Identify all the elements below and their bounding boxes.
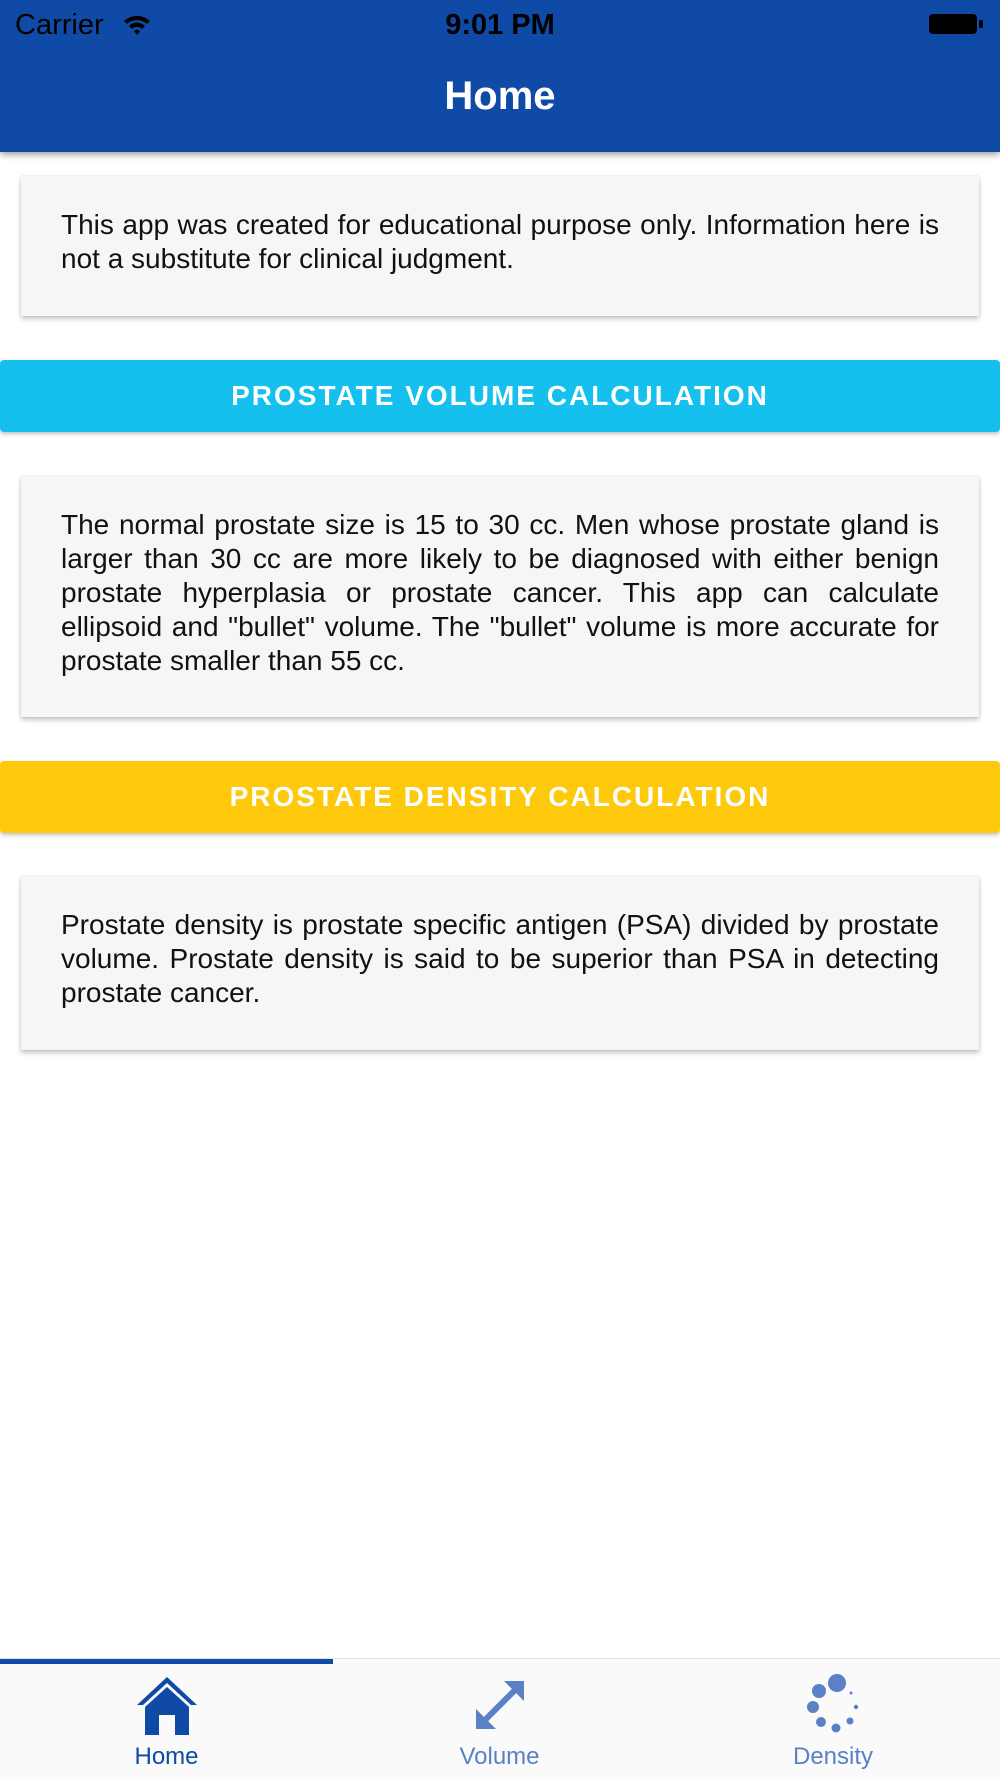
page-title: Home	[444, 74, 556, 118]
tab-volume-label: Volume	[459, 1743, 540, 1770]
tab-home-label: Home	[134, 1743, 199, 1770]
disclaimer-text: This app was created for educational purpose only. Information here is not a substitute for clinical judgment.	[61, 209, 939, 274]
expand-arrows-icon	[468, 1673, 532, 1737]
dots-spinner-icon	[801, 1673, 865, 1737]
home-icon	[135, 1673, 199, 1737]
density-info-text: Prostate density is prostate specific antigen (PSA) divided by prostate volume. Prostate density is said to be superior than PSA in detecting prostate cancer.	[61, 909, 939, 1008]
prostate-density-calculation-button[interactable]: PROSTATE DENSITY CALCULATION	[0, 761, 1000, 833]
tab-volume[interactable]	[333, 1659, 666, 1779]
tab-home[interactable]	[0, 1659, 333, 1779]
status-time: 9:01 PM	[445, 9, 555, 41]
battery-icon	[928, 12, 984, 36]
carrier-label: Carrier	[15, 9, 104, 41]
density-info-card	[21, 876, 979, 1050]
volume-info-card	[21, 476, 979, 717]
app-header	[0, 0, 1000, 152]
volume-info-text: The normal prostate size is 15 to 30 cc. Men whose prostate gland is larger than 30 cc are more likely to be diagnosed with either benign prostate hyperplasia or prostate cancer. This app can calculate ellipsoid and "bullet" volume. The "bullet" volume is more accurate for prostate smaller than 55 cc.	[61, 509, 939, 676]
tab-density[interactable]	[666, 1659, 1000, 1779]
disclaimer-card	[21, 176, 979, 316]
tab-density-label: Density	[792, 1743, 874, 1770]
bottom-tab-bar	[0, 1658, 1000, 1779]
status-bar	[0, 0, 1000, 50]
prostate-volume-calculation-button[interactable]: PROSTATE VOLUME CALCULATION	[0, 360, 1000, 432]
